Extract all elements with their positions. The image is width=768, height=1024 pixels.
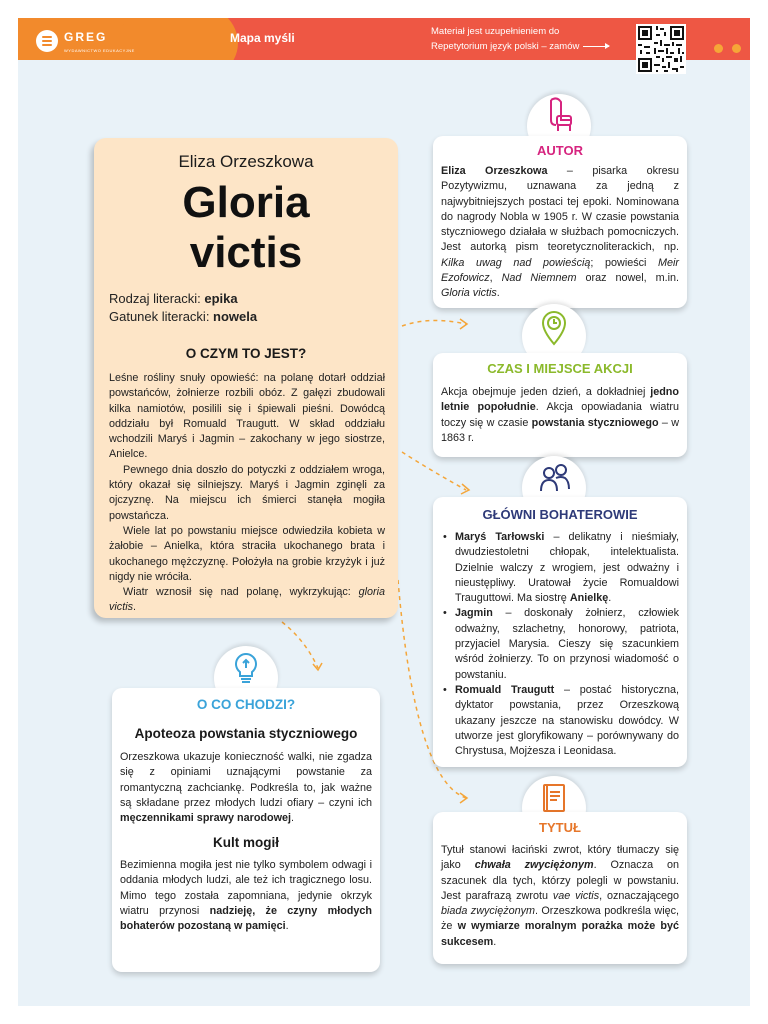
heroes-card-title: GŁÓWNI BOHATEROWIE	[482, 507, 638, 522]
title-card-title: TYTUŁ	[539, 820, 581, 835]
title-card-text: Tytuł stanowi łaciński zwrot, który tłumaczy się jako chwała zwyciężonym. Oznacza on szacunek dla tych, którzy polegli w powstaniu. Jest parafrazą zwrotu vae victis, oznaczającego biada zwyciężonym. Orzeszkowa podkreśla więc, że w wymiarze moralnym porażka może być sukcesem.	[441, 844, 680, 948]
author-card-title: AUTOR	[537, 143, 583, 158]
author-chair-icon	[527, 94, 591, 138]
heroes-card	[433, 497, 687, 767]
heroes-list	[441, 530, 679, 759]
idea-title: O CO CHODZI?	[196, 697, 296, 712]
idea-text-1: Orzeszkowa ukazuje konieczność walki, nie zgadza się z opiniami uznającymi powstanie za romantyczną zachciankę. Podkreśla to, jak ważne są składane przez młodych ludzi ofiary – czyni ich męczennikami sprawy narodowej.	[120, 751, 372, 825]
author-card-text: Eliza Orzeszkowa – pisarka okresu Pozytywizmu, uznawana za jedną z najwybitniejszych postaci tej epoki. Nominowana do nagrody Nobla w 1905 r. W czasie powstania styczniowego działała w służbach pomocniczych. Jest autorką pism teoretycznoliterackich, np. Kilka uwag nad powieścią; powieści Meir Ezofowicz, Nad Niemnem oraz nowel, m.in. Gloria victis.	[441, 165, 680, 300]
logo-subtext: WYDAWNICTWO EDUKACYJNE	[64, 48, 135, 53]
about-heading: O CZYM TO JEST?	[185, 346, 307, 361]
lightbulb-icon	[214, 646, 278, 686]
logo-text: GREG	[64, 30, 108, 44]
time-place-card	[433, 353, 687, 457]
people-icon	[522, 456, 586, 500]
idea-card	[112, 688, 380, 972]
location-pin-icon	[522, 304, 586, 348]
idea-subheading-2: Kult mogił	[213, 835, 279, 850]
title-meaning-card	[433, 812, 687, 964]
list-item: • Romuald Traugutt – postać historyczna, dyktator powstania, przez Orzeszkową ukazany jeszcze na stanowisku dowódcy. W utworze jest gloryfikowany – porównywany do Chrystusa, Mojżesza i Leonidasa.	[441, 683, 679, 759]
list-item: • Maryś Tarłowski – delikatny i nieśmiały, dwudziestoletni chłopak, intelektualista. Dzielnie walczy z wrogiem, jest odważny i nieustępliwy. Uratował życie Romualdowi Trauguttowi. Ma siostrę Anielkę.	[441, 530, 679, 606]
about-text: Leśne rośliny snuły opowieść: na polanę dotarł oddział powstańców, żołnierze rozbili obóz. Z gałęzi zbudowali kilka namiotów, posilili się i śpiewali pieśni. Dowódcą oddziału był Romuald Traugutt. W skład oddziału wchodzili Maryś i Jagmin – zakochany w jego siostrze, Anielce. Pewnego dnia doszło do potyczki z oddziałem wroga, który okazał się silniejszy. Maryś i Jagmin zginęli za ojczyznę. Na miejscu ich śmierci stanęła mogiła powstańcza. Wiele lat po powstaniu miejsce odwiedziła kobieta w żałobie – Anielka, która straciła ukochanego brata i ukochanego mężczyznę. Położyła na grobie krzyżyk i już nigdy nie wróciła. Wiatr wznosił się nad polanę, wykrzykując: gloria victis.	[109, 372, 385, 614]
time-card-title: CZAS I MIEJSCE AKCJI	[487, 361, 633, 376]
list-item: • Jagmin – doskonały żołnierz, człowiek odważny, szlachetny, honorowy, patriota, przyjaciel Marysia. Cieszy się szacunkiem wśród żołnierzy. To on przynosi wiadomość o powstaniu.	[441, 606, 679, 682]
book-summary-card	[94, 138, 398, 618]
info-line-1: Materiał jest uzupełnieniem do	[431, 26, 560, 37]
time-card-text: Akcja obejmuje jeden dzień, a dokładniej jedno letnie popołudnie. Akcja opowiadania wiatru toczy się w czasie powstania styczniowego – w 1863 r.	[441, 386, 679, 444]
book-title: Gloria victis	[182, 178, 310, 277]
author-name: Eliza Orzeszkowa	[178, 152, 314, 171]
header-title: Mapa myśli	[230, 31, 295, 45]
author-card	[433, 136, 687, 308]
idea-subheading-1: Apoteoza powstania styczniowego	[134, 726, 358, 741]
info-line-2: Repetytorium język polski – zamów	[431, 41, 580, 52]
literary-genre: Rodzaj literacki: epika Gatunek literacki: nowela	[109, 291, 258, 324]
idea-text-2: Bezimienna mogiła jest nie tylko symbolem odwagi i oddania młodych ludzi, ale też ich tragicznego losu. Mimo tego została zapomniana, jedynie okrzyk wiatru przynosi nadzieję, że czyny młodych bohaterów pozostaną w pamięci.	[120, 859, 372, 933]
